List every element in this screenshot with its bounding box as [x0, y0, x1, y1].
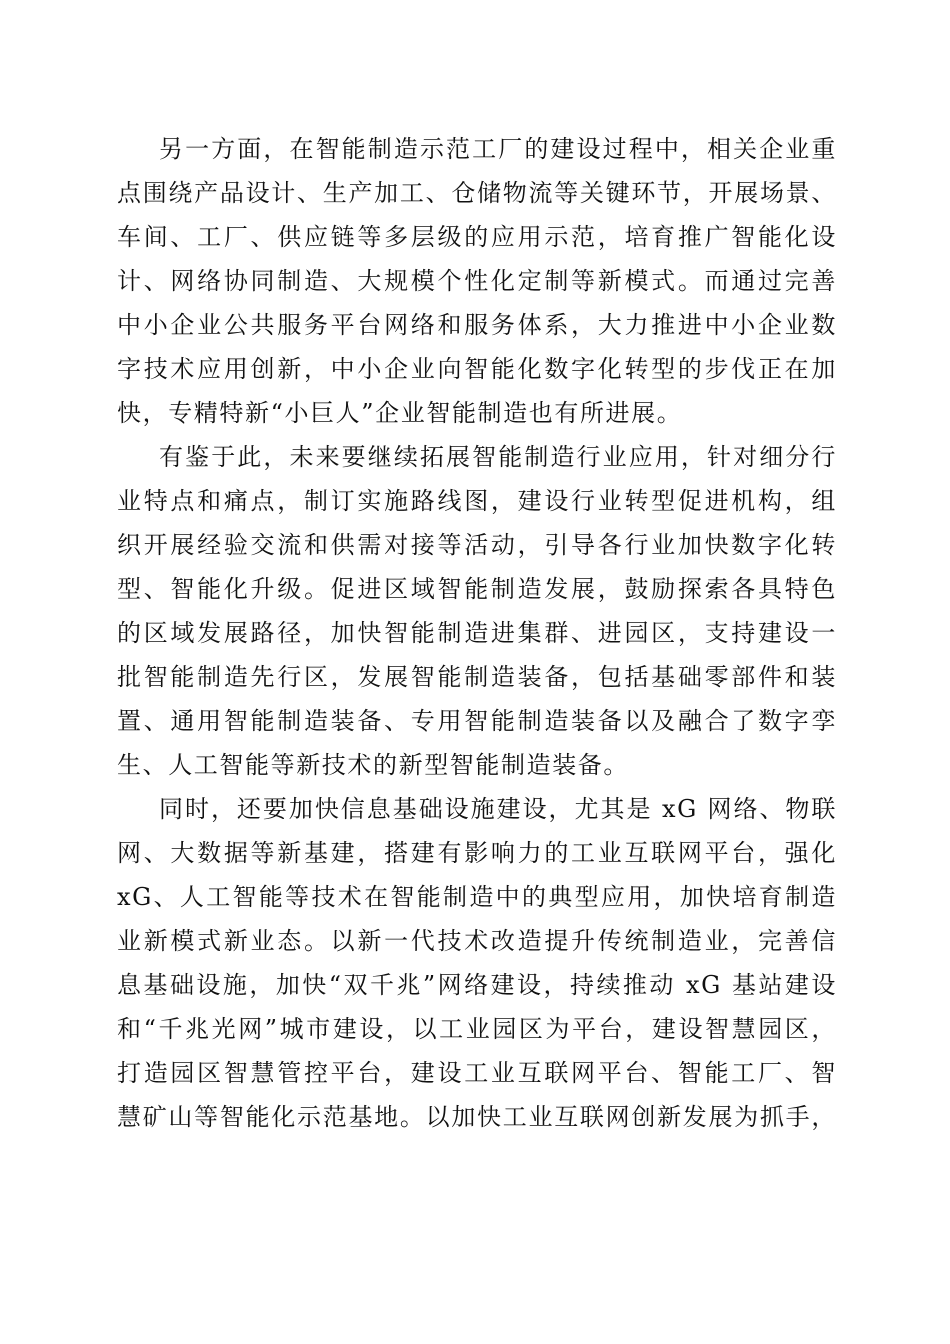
paragraph-line: 型、智能化升级。促进区域智能制造发展，鼓励探索各具特色 [117, 575, 837, 603]
document-body [117, 127, 837, 1139]
paragraph-line: 车间、工厂、供应链等多层级的应用示范，培育推广智能化设 [117, 223, 837, 251]
paragraph-line: 和“千兆光网”城市建设，以工业园区为平台，建设智慧园区， [117, 1015, 837, 1043]
paragraph-line: 批智能制造先行区，发展智能制造装备，包括基础零部件和装 [117, 663, 837, 691]
paragraph-line: 打造园区智慧管控平台，建设工业互联网平台、智能工厂、智 [117, 1059, 837, 1087]
paragraph-line: 的区域发展路径，加快智能制造进集群、进园区，支持建设一 [117, 619, 837, 647]
paragraph-2 [117, 435, 837, 787]
paragraph-line: 字技术应用创新，中小企业向智能化数字化转型的步伐正在加 [117, 355, 837, 383]
paragraph-line: 慧矿山等智能化示范基地。以加快工业互联网创新发展为抓手， [117, 1103, 837, 1131]
paragraph-line: 点围绕产品设计、生产加工、仓储物流等关键环节，开展场景、 [117, 179, 837, 207]
paragraph-line: 业特点和痛点，制订实施路线图，建设行业转型促进机构，组 [117, 487, 837, 515]
paragraph-line: 业新模式新业态。以新一代技术改造提升传统制造业，完善信 [117, 927, 837, 955]
paragraph-line: xG、人工智能等技术在智能制造中的典型应用，加快培育制造 [117, 883, 837, 911]
paragraph-line: 置、通用智能制造装备、专用智能制造装备以及融合了数字孪 [117, 707, 837, 735]
paragraph-line: 网、大数据等新基建，搭建有影响力的工业互联网平台，强化 [117, 839, 837, 867]
paragraph-line: 有鉴于此，未来要继续拓展智能制造行业应用，针对细分行 [159, 443, 837, 471]
paragraph-line: 息基础设施，加快“双千兆”网络建设，持续推动 xG 基站建设 [117, 971, 837, 999]
paragraph-line: 同时，还要加快信息基础设施建设，尤其是 xG 网络、物联 [159, 795, 837, 823]
paragraph-line: 生、人工智能等新技术的新型智能制造装备。 [117, 751, 629, 779]
paragraph-1 [117, 127, 837, 435]
paragraph-line: 计、网络协同制造、大规模个性化定制等新模式。而通过完善 [117, 267, 837, 295]
paragraph-line: 快，专精特新“小巨人”企业智能制造也有所进展。 [117, 399, 683, 427]
paragraph-3 [117, 787, 837, 1139]
paragraph-line: 中小企业公共服务平台网络和服务体系，大力推进中小企业数 [117, 311, 837, 339]
paragraph-line: 另一方面，在智能制造示范工厂的建设过程中，相关企业重 [159, 135, 837, 163]
paragraph-line: 织开展经验交流和供需对接等活动，引导各行业加快数字化转 [117, 531, 837, 559]
